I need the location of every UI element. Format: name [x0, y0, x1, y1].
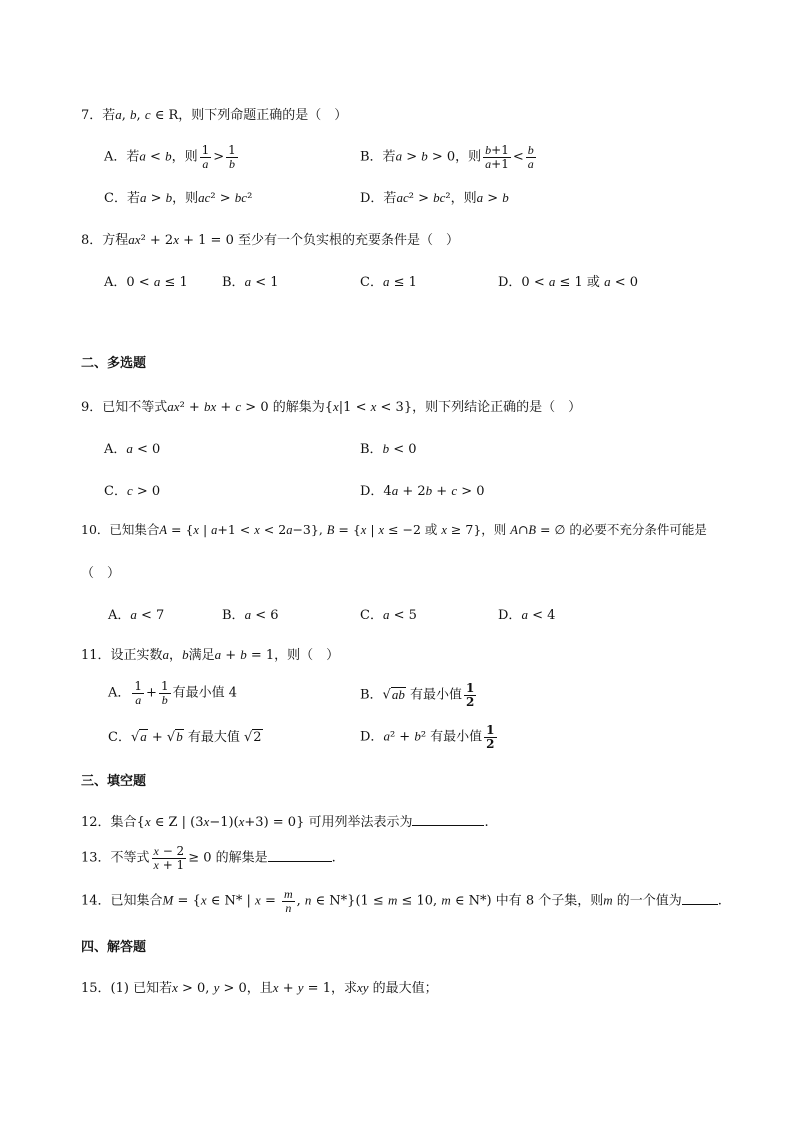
q10-option-a: A．a < 7 — [108, 607, 165, 623]
q8-stem: 8．方程ax² + 2x + 1 = 0 至少有一个负实根的充要条件是（ ） — [81, 232, 459, 248]
q7-stem: 7．若a, b, c ∈ R，则下列命题正确的是（ ） — [81, 107, 348, 123]
q9-stem: 9．已知不等式ax² + bx + c > 0 的解集为{x|1 < x < 3}，则下列结论正确的是（ ） — [81, 399, 582, 415]
q9-option-b: B．b < 0 — [360, 441, 417, 457]
q10-paren: （ ） — [81, 566, 121, 581]
q10-option-d: D．a < 4 — [498, 607, 556, 623]
q14: 14．已知集合M = {x ∈ N* | x = $\frac{m}{n}$ , n ∈ N*}(1 ≤ m ≤ 10, m ∈ N*) 中有 8 个子集，则m 的一个值为 . — [81, 887, 722, 915]
q8-option-c: C．a ≤ 1 — [360, 274, 417, 290]
q11-option-a: A． $\frac{1}{a}$ + $\frac{1}{b}$ 有最小值 4 — [108, 679, 237, 707]
q10-option-b: B．a < 6 — [222, 607, 279, 623]
q7-option-a: A．若a < b，则 $\frac{1}{a}$ > $\frac{1}{b}$ — [104, 143, 236, 171]
q13: 13．不等式 $\frac{x - 2}{x + 1}$ ≥ 0 的解集是 . — [81, 844, 336, 872]
q8-option-a: A．0 < a ≤ 1 — [104, 274, 188, 290]
q8-option-d: D．0 < a ≤ 1 或 a < 0 — [498, 274, 638, 290]
section-heading-fill-in: 三、填空题 — [81, 774, 147, 789]
q9-option-a: A．a < 0 — [104, 441, 161, 457]
q10-option-c: C．a < 5 — [360, 607, 417, 623]
q10-stem: 10．已知集合A = {x | a+1 < x < 2a−3}, B = {x | x ≤ −2 或 x ≥ 7}，则 A∩B = ∅ 的必要不充分条件可能是 — [81, 522, 707, 537]
q9-option-c: C．c > 0 — [104, 483, 161, 499]
q11-option-c: C．√a + √b 有最大值 √2 — [108, 729, 262, 745]
q15: 15．(1) 已知若x > 0, y > 0，且x + y = 1，求xy 的最大值； — [81, 980, 438, 996]
q7-option-b: B．若a > b > 0，则 $\frac{b+1}{a+1}$ < $\frac{b}{a}$ — [360, 143, 534, 171]
q8-option-b: B．a < 1 — [222, 274, 279, 290]
q11-option-b: B．√ab 有最小值 $\frac{1}{2}$ — [360, 681, 475, 709]
q9-option-d: D．4a + 2b + c > 0 — [360, 483, 485, 499]
q11-option-d: D．a² + b² 有最小值 $\frac{1}{2}$ — [360, 723, 495, 751]
q11-stem: 11．设正实数a，b满足a + b = 1，则（ ） — [81, 647, 340, 663]
section-heading-multiple-choice: 二、多选题 — [81, 356, 147, 371]
q7-option-d: D．若ac² > bc²，则a > b — [360, 190, 509, 206]
q7-option-c: C．若a > b，则ac² > bc² — [104, 190, 253, 206]
q12: 12．集合{x ∈ Z | (3x−1)(x+3) = 0} 可用列举法表示为 . — [81, 814, 489, 830]
section-heading-solutions: 四、解答题 — [81, 940, 147, 955]
